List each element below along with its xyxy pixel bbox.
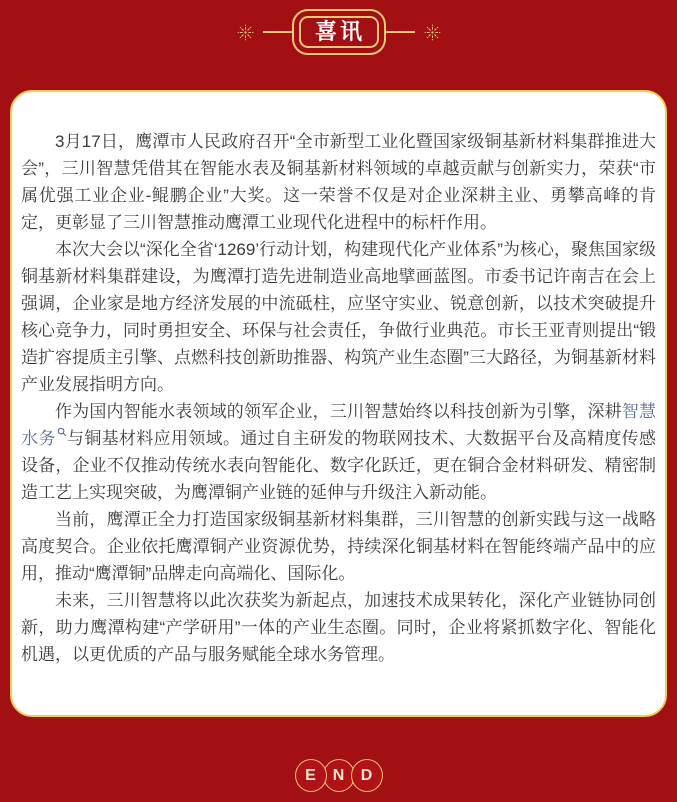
badge-label: 喜讯 — [314, 19, 365, 44]
firework-icon — [424, 24, 441, 41]
paragraph-company — [21, 398, 656, 506]
paragraph-conference — [21, 236, 656, 398]
good-news-badge-inner — [299, 16, 379, 48]
end-letter-n — [323, 759, 355, 792]
end-badge — [0, 759, 677, 792]
end-letter-text: E — [305, 766, 316, 784]
end-letter-text: N — [332, 766, 345, 784]
paragraph-future — [21, 587, 656, 668]
paragraph-text: 未来，三川智慧将以此次获奖为新起点，加速技术成果转化，深化产业链协同创新，助力鹰潭构建“产学研用”一体的产业生态圈。同时，企业将紧抓数字化、智能化机遇，以更优质的产品与服务赋能全球水务管理。 — [21, 591, 656, 664]
firework-icon — [237, 24, 254, 41]
end-letter-d — [351, 759, 383, 792]
paragraph-text: 与铜基材料应用领域。通过自主研发的物联网技术、大数据平台及高精度传感设备，企业不仅推动传统水表向智能化、数字化跃迁，更在铜合金材料研发、精密制造工艺上实现突破，为鹰潭铜产业链的延伸与升级注入新动能。 — [21, 429, 657, 502]
end-letter-e — [295, 759, 327, 792]
article-card — [10, 90, 667, 717]
link-text: 智慧水务 — [21, 402, 657, 448]
paragraph-text: 当前，鹰潭正全力打造国家级铜基新材料集群，三川智慧的创新实践与这一战略高度契合。企业依托鹰潭铜产业资源优势，持续深化铜基材料在智能终端产品中的应用，推动“鹰潭铜”品牌走向高端化、国际化。 — [21, 510, 656, 583]
paragraph-award — [21, 128, 656, 236]
header-banner — [0, 0, 677, 55]
search-icon — [57, 427, 67, 437]
decor-line-left — [263, 31, 292, 33]
good-news-badge — [292, 9, 386, 55]
paragraph-text: 3月17日，鹰潭市人民政府召开“全市新型工业化暨国家级铜基新材料集群推进大会”，三川智慧凭借其在智能水表及铜基新材料领域的卓越贡献与创新实力，荣获“市属优强工业企业-鲲鹏企业”大奖。这一荣誉不仅是对企业深耕主业、勇攀高峰的肯定，更彰显了三川智慧推动鹰潭工业现代化进程中的标杆作用。 — [21, 132, 656, 232]
paragraph-cluster — [21, 506, 656, 587]
decor-line-right — [386, 31, 415, 33]
paragraph-text: 本次大会以“深化全省‘1269’行动计划，构建现代化产业体系”为核心，聚焦国家级铜基新材料集群建设，为鹰潭打造先进制造业高地擘画蓝图。市委书记许南吉在会上强调，企业家是地方经济发展的中流砥柱，应坚守实业、锐意创新，以技术突破提升核心竞争力，同时勇担安全、环保与社会责任，争做行业典范。市长王亚青则提出“锻造扩容提质主引擎、点燃科技创新助推器、构筑产业生态圈”三大路径，为铜基新材料产业发展指明方向。 — [21, 240, 656, 394]
end-letter-text: D — [360, 766, 373, 784]
paragraph-text: 作为国内智能水表领域的领军企业，三川智慧始终以科技创新为引擎，深耕 — [55, 402, 622, 421]
